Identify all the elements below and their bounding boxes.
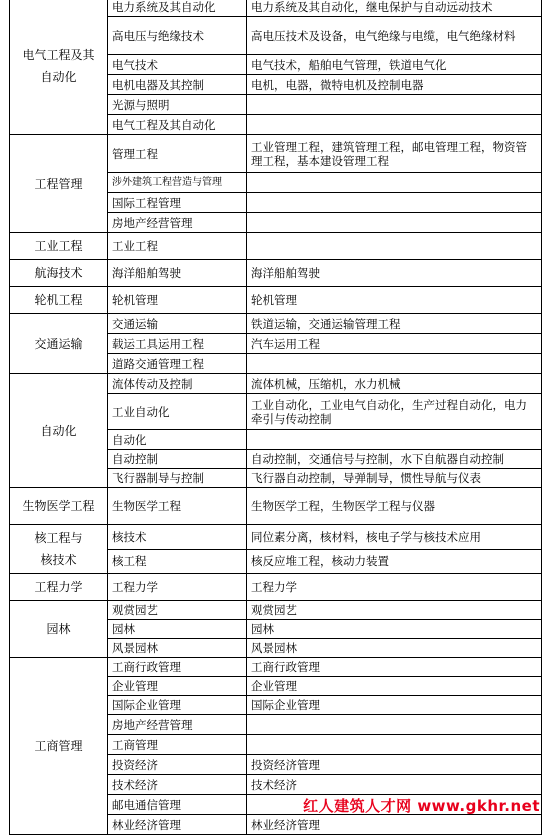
old-major-cell: 流体机械，压缩机，水力机械: [247, 374, 542, 394]
old-major-cell: [247, 233, 542, 260]
major-cell: 企业管理: [108, 677, 247, 696]
major-cell: 风景园林: [108, 639, 247, 658]
major-cell: 工业自动化: [108, 394, 247, 430]
old-major-cell: [247, 95, 542, 115]
category-cell: 航海技术: [10, 260, 108, 287]
major-cell: 林业经济管理: [108, 815, 247, 835]
majors-table: [9, 0, 542, 835]
major-cell: 电气工程及其自动化: [108, 115, 247, 135]
old-major-cell: 园林: [247, 620, 542, 639]
old-major-cell: 技术经济: [247, 775, 542, 795]
table-row: [10, 287, 542, 314]
category-cell: 电气工程及其 自动化: [10, 0, 108, 135]
old-major-cell: 工业自动化，工业电气自动化，生产过程自动化，电力牵引与传动控制: [247, 394, 542, 430]
old-major-cell: 轮机管理: [247, 287, 542, 314]
major-cell: 交通运输: [108, 314, 247, 334]
major-cell: 轮机管理: [108, 287, 247, 314]
major-cell: 工商管理: [108, 735, 247, 755]
major-cell: 投资经济: [108, 755, 247, 775]
category-cell: 工商管理: [10, 658, 108, 835]
major-cell: 电机电器及其控制: [108, 75, 247, 95]
old-major-cell: 国际企业管理: [247, 696, 542, 715]
old-major-cell: 风景园林: [247, 639, 542, 658]
major-cell: 高电压与绝缘技术: [108, 17, 247, 55]
category-cell: 轮机工程: [10, 287, 108, 314]
old-major-cell: 投资经济管理: [247, 755, 542, 775]
major-cell: 园林: [108, 620, 247, 639]
old-major-cell: 电气技术，船舶电气管理，铁道电气化: [247, 55, 542, 75]
old-major-cell: 同位素分离，核材料，核电子学与核技术应用: [247, 525, 542, 550]
table-row: [10, 314, 542, 334]
old-major-cell: 观赏园艺: [247, 601, 542, 620]
old-major-cell: 核反应堆工程，核动力装置: [247, 549, 542, 574]
major-cell: 涉外建筑工程营造与管理: [108, 173, 247, 193]
major-cell: 载运工具运用工程: [108, 334, 247, 354]
old-major-cell: [247, 213, 542, 233]
table-row: [10, 135, 542, 173]
table-row: [10, 658, 542, 677]
table-row: [10, 0, 542, 17]
major-cell: 自动化: [108, 430, 247, 450]
category-cell: 核工程与 核技术: [10, 525, 108, 574]
major-cell: 飞行器制导与控制: [108, 469, 247, 488]
major-cell: 自动控制: [108, 450, 247, 469]
majors-table-body: [10, 0, 542, 835]
category-cell: 工业工程: [10, 233, 108, 260]
major-cell: 国际工程管理: [108, 193, 247, 213]
old-major-cell: 电机，电器，微特电机及控制电器: [247, 75, 542, 95]
major-cell: 房地产经营管理: [108, 715, 247, 735]
major-cell: 电力系统及其自动化: [108, 0, 247, 17]
old-major-cell: [247, 115, 542, 135]
old-major-cell: 自动控制，交通信号与控制，水下自航器自动控制: [247, 450, 542, 469]
old-major-cell: [247, 430, 542, 450]
old-major-cell: [247, 193, 542, 213]
table-row: [10, 525, 542, 550]
major-cell: 海洋船舶驾驶: [108, 260, 247, 287]
major-cell: 生物医学工程: [108, 488, 247, 525]
major-cell: 工商行政管理: [108, 658, 247, 677]
major-cell: 房地产经营管理: [108, 213, 247, 233]
table-row: [10, 260, 542, 287]
old-major-cell: 电力系统及其自动化，继电保护与自动远动技术: [247, 0, 542, 17]
major-cell: 流体传动及控制: [108, 374, 247, 394]
table-row: [10, 233, 542, 260]
category-cell: 交通运输: [10, 314, 108, 374]
major-cell: 核技术: [108, 525, 247, 550]
table-row: [10, 488, 542, 525]
table-row: [10, 374, 542, 394]
major-cell: 核工程: [108, 549, 247, 574]
major-cell: 道路交通管理工程: [108, 354, 247, 374]
category-cell: 园林: [10, 601, 108, 658]
major-cell: 邮电通信管理: [108, 795, 247, 815]
old-major-cell: 工商行政管理: [247, 658, 542, 677]
old-major-cell: 林业经济管理: [247, 815, 542, 835]
major-cell: 工业工程: [108, 233, 247, 260]
major-cell: 技术经济: [108, 775, 247, 795]
old-major-cell: [247, 173, 542, 193]
major-cell: 国际企业管理: [108, 696, 247, 715]
old-major-cell: 工程力学: [247, 574, 542, 601]
old-major-cell: 企业管理: [247, 677, 542, 696]
major-cell: 工程力学: [108, 574, 247, 601]
category-cell: 工程力学: [10, 574, 108, 601]
site-watermark: 红人建筑人才网 www.gkhr.net: [303, 797, 540, 815]
old-major-cell: 工业管理工程，建筑管理工程，邮电管理工程，物资管理工程，基本建设管理工程: [247, 135, 542, 173]
old-major-cell: [247, 354, 542, 374]
category-cell: 自动化: [10, 374, 108, 488]
major-cell: 管理工程: [108, 135, 247, 173]
table-row: [10, 574, 542, 601]
old-major-cell: [247, 715, 542, 735]
major-cell: 电气技术: [108, 55, 247, 75]
category-cell: 生物医学工程: [10, 488, 108, 525]
category-cell: 工程管理: [10, 135, 108, 233]
old-major-cell: 海洋船舶驾驶: [247, 260, 542, 287]
old-major-cell: 生物医学工程，生物医学工程与仪器: [247, 488, 542, 525]
old-major-cell: 汽车运用工程: [247, 334, 542, 354]
table-row: [10, 601, 542, 620]
old-major-cell: 铁道运输，交通运输管理工程: [247, 314, 542, 334]
major-cell: 光源与照明: [108, 95, 247, 115]
major-cell: 观赏园艺: [108, 601, 247, 620]
old-major-cell: [247, 735, 542, 755]
old-major-cell: 高电压技术及设备，电气绝缘与电缆，电气绝缘材料: [247, 17, 542, 55]
old-major-cell: 飞行器自动控制，导弹制导，惯性导航与仪表: [247, 469, 542, 488]
